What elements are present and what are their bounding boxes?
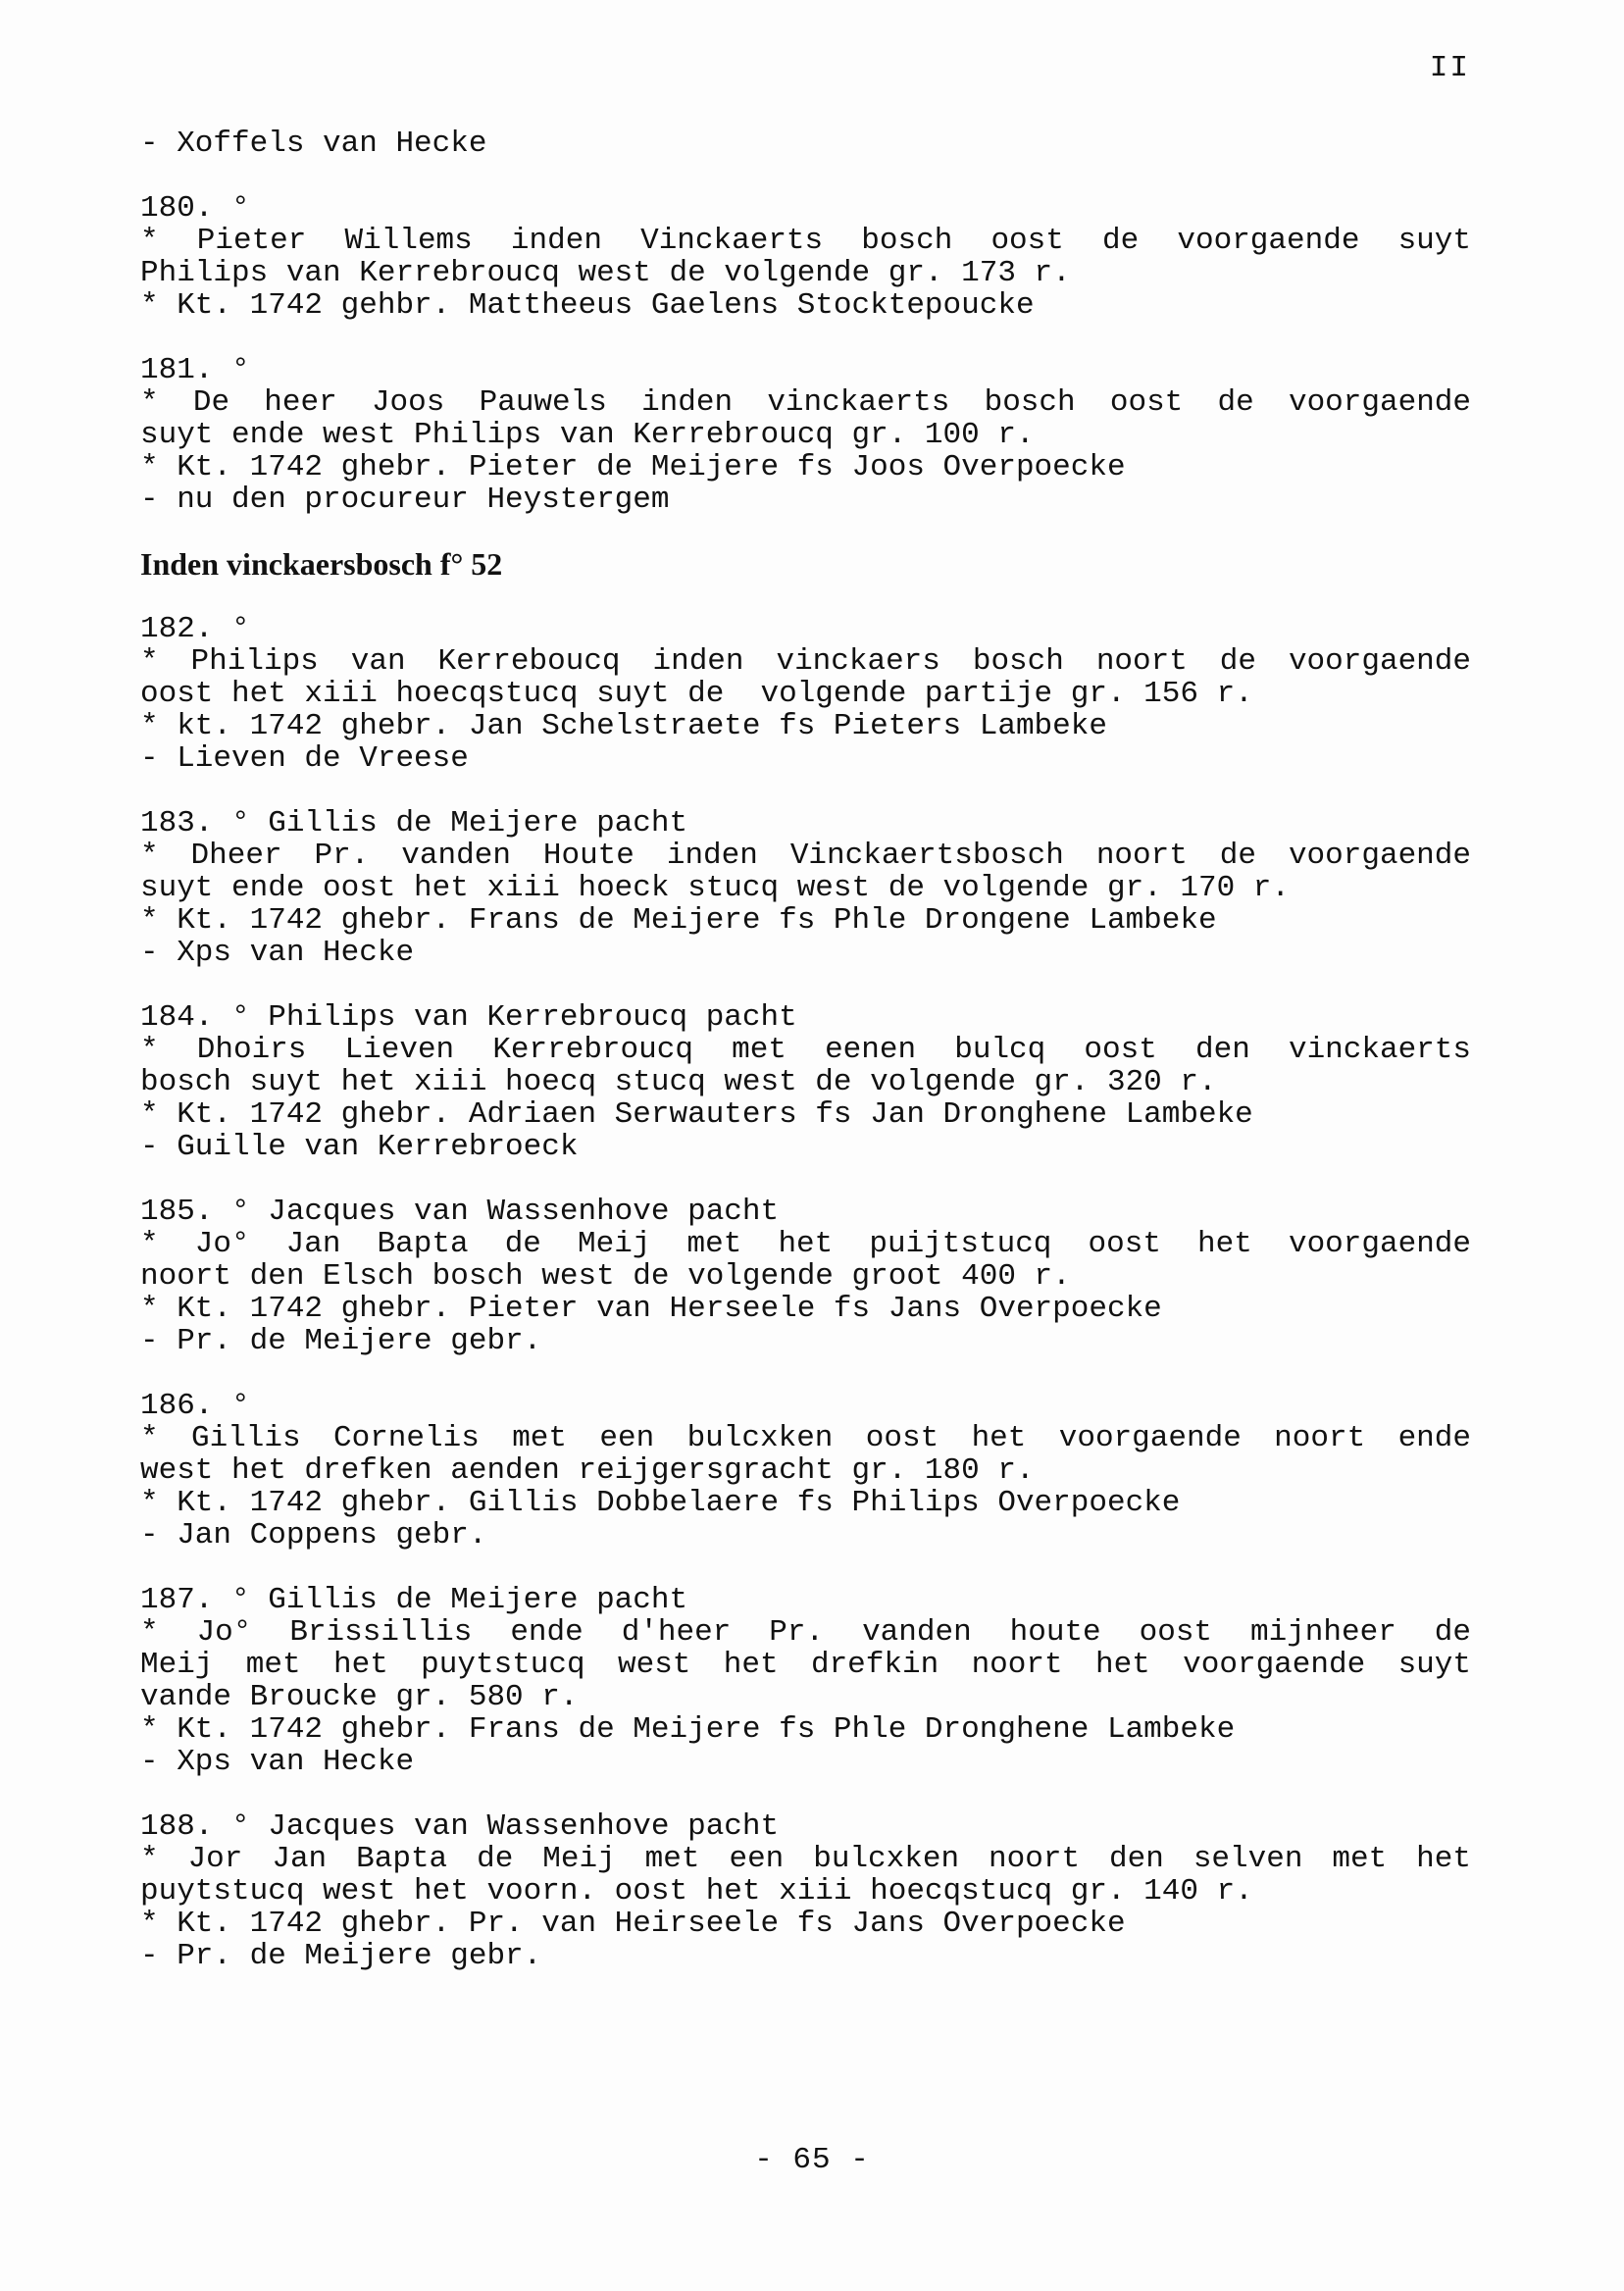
text-line: - Pr. de Meijere gebr.	[140, 1324, 542, 1358]
text-line: * kt. 1742 ghebr. Jan Schelstraete fs Pieters Lambeke	[140, 709, 1107, 743]
section-heading: Inden vinckaersbosch f° 52	[140, 546, 503, 582]
paragraph-gap	[140, 322, 1471, 354]
text-line: 183. ° Gillis de Meijere pacht	[140, 806, 688, 840]
text-line: * Gillis Cornelis met een bulcxken oost het voorgaende noort ende	[140, 1421, 1471, 1455]
text-line: 186. °	[140, 1389, 250, 1423]
text-line: - Xoffels van Hecke	[140, 127, 487, 161]
text-line: 182. °	[140, 612, 250, 646]
text-line: * Kt. 1742 ghebr. Frans de Meijere fs Phle Dronghene Lambeke	[140, 1712, 1236, 1747]
page-number: - 65 -	[754, 2143, 870, 2177]
text-line: * Jor Jan Bapta de Meij met een bulcxken noort den selven met het	[140, 1842, 1471, 1876]
text-line: * Kt. 1742 gehbr. Mattheeus Gaelens Stocktepoucke	[140, 288, 1035, 323]
text-line: * Philips van Kerreboucq inden vinckaers bosch noort de voorgaende	[140, 644, 1471, 679]
text-line: vande Broucke gr. 580 r.	[140, 1680, 579, 1714]
text-line: - Xps van Hecke	[140, 1745, 415, 1779]
page-corner-label: II	[1429, 51, 1470, 85]
paragraph-gap	[140, 969, 1471, 1001]
text-line: * Dhoirs Lieven Kerrebroucq met eenen bulcq oost den vinckaerts	[140, 1033, 1471, 1067]
text-line: * Kt. 1742 ghebr. Pieter van Herseele fs Jans Overpoecke	[140, 1292, 1162, 1326]
text-line: 181. °	[140, 353, 250, 387]
paragraph-gap	[140, 1163, 1471, 1196]
text-line: 188. ° Jacques van Wassenhove pacht	[140, 1809, 780, 1844]
text-line: * Dheer Pr. vanden Houte inden Vinckaertsbosch noort de voorgaende	[140, 839, 1471, 873]
text-line: - Guille van Kerrebroeck	[140, 1130, 579, 1164]
text-line: bosch suyt het xiii hoecq stucq west de volgende gr. 320 r.	[140, 1065, 1217, 1099]
text-line: suyt ende west Philips van Kerrebroucq gr. 100 r.	[140, 418, 1035, 452]
text-line: 180. °	[140, 191, 250, 226]
text-line: * Kt. 1742 ghebr. Pr. van Heirseele fs Jans Overpoecke	[140, 1907, 1126, 1941]
text-line: Meij met het puytstucq west het drefkin noort het voorgaende suyt	[140, 1648, 1471, 1682]
text-line: suyt ende oost het xiii hoeck stucq west de volgende gr. 170 r.	[140, 871, 1290, 905]
paragraph-gap	[140, 1552, 1471, 1584]
text-line: 184. ° Philips van Kerrebroucq pacht	[140, 1000, 797, 1035]
text-line: * Jo° Brissillis ende d'heer Pr. vanden houte oost mijnheer de	[140, 1615, 1471, 1650]
document-body	[140, 127, 1471, 1972]
text-line: puytstucq west het voorn. oost het xiii hoecqstucq gr. 140 r.	[140, 1874, 1253, 1909]
text-line: * De heer Joos Pauwels inden vinckaerts bosch oost de voorgaende	[140, 385, 1471, 420]
paragraph-gap	[140, 1357, 1471, 1390]
text-line: - Lieven de Vreese	[140, 741, 469, 776]
text-line: - Xps van Hecke	[140, 936, 415, 970]
text-line: * Jo° Jan Bapta de Meij met het puijtstucq oost het voorgaende	[140, 1227, 1471, 1261]
text-line: - Jan Coppens gebr.	[140, 1518, 487, 1553]
text-line: * Pieter Willems inden Vinckaerts bosch oost de voorgaende suyt	[140, 224, 1471, 258]
text-line: * Kt. 1742 ghebr. Pieter de Meijere fs Joos Overpoecke	[140, 450, 1126, 484]
text-line: * Kt. 1742 ghebr. Frans de Meijere fs Phle Drongene Lambeke	[140, 903, 1217, 938]
text-line: oost het xiii hoecqstucq suyt de volgende partije gr. 156 r.	[140, 677, 1253, 711]
text-line: west het drefken aenden reijgersgracht gr. 180 r.	[140, 1453, 1035, 1488]
text-line: noort den Elsch bosch west de volgende groot 400 r.	[140, 1259, 1071, 1294]
text-line: - Pr. de Meijere gebr.	[140, 1939, 542, 1973]
paragraph-gap	[140, 1778, 1471, 1810]
paragraph-gap	[140, 160, 1471, 192]
text-line: 185. ° Jacques van Wassenhove pacht	[140, 1195, 780, 1229]
text-line: * Kt. 1742 ghebr. Adriaen Serwauters fs Jan Dronghene Lambeke	[140, 1097, 1253, 1132]
text-line: - nu den procureur Heystergem	[140, 483, 670, 517]
text-line: 187. ° Gillis de Meijere pacht	[140, 1583, 688, 1617]
paragraph-gap	[140, 516, 1471, 548]
text-line: * Kt. 1742 ghebr. Gillis Dobbelaere fs Philips Overpoecke	[140, 1486, 1181, 1520]
paragraph-gap	[140, 581, 1471, 613]
text-line: Philips van Kerrebroucq west de volgende gr. 173 r.	[140, 256, 1071, 290]
paragraph-gap	[140, 775, 1471, 807]
